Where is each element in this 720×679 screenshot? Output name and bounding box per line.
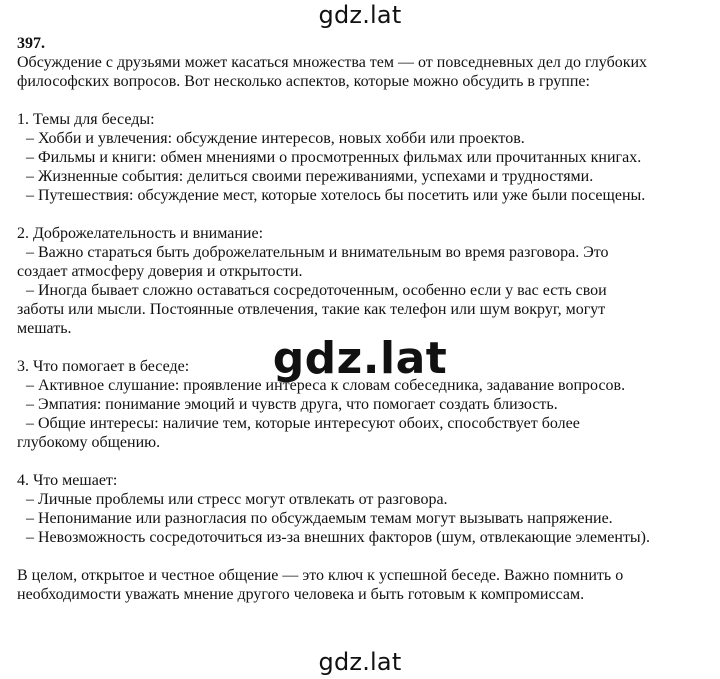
watermark-top: gdz.lat (318, 1, 402, 29)
list-item-text: – Непонимание или разногласия по обсуждаемым темам могут вызывать напряжение. (26, 510, 613, 527)
list-item-text: – Невозможность сосредоточиться из-за внешних факторов (шум, отвлекающие элементы). (26, 529, 651, 546)
spacer (17, 452, 717, 471)
conclusion-line: необходимости уважать мнение другого человека и быть готовым к компромиссам. (17, 586, 585, 603)
list-item-continuation: мешать. (17, 320, 72, 337)
list-item (17, 167, 717, 186)
spacer (17, 338, 717, 357)
spacer (17, 205, 717, 224)
list-item (17, 490, 717, 509)
list-item (17, 376, 717, 395)
list-item (17, 148, 717, 167)
list-item-text: – Важно стараться быть доброжелательным и внимательным во время разговора. Это (26, 244, 609, 261)
list-item-text: – Личные проблемы или стресс могут отвлекать от разговора. (26, 491, 448, 508)
list-item (17, 186, 717, 205)
task-number: 397. (17, 35, 45, 52)
list-item (17, 395, 717, 414)
list-item-text: – Общие интересы: наличие тем, которые интересуют обоих, способствует более (26, 415, 580, 432)
list-item-continuation: создает атмосферу доверия и открытости. (17, 263, 303, 280)
intro-line: Обсуждение с друзьями может касаться множества тем — от повседневных дел до глубоких (17, 54, 648, 71)
list-item (17, 129, 717, 148)
section-heading: 1. Темы для беседы: (17, 111, 155, 128)
document-body (17, 34, 717, 604)
list-item (17, 281, 717, 300)
section-heading: 3. Что помогает в беседе: (17, 358, 190, 375)
list-item-text: – Жизненные события: делиться своими переживаниями, успехами и трудностями. (26, 168, 594, 185)
list-item (17, 414, 717, 433)
spacer (17, 91, 717, 110)
section-heading: 4. Что мешает: (17, 472, 118, 489)
list-item-text: – Активное слушание: проявление интереса к словам собеседника, задавание вопросов. (26, 377, 626, 394)
list-item-text: – Путешествия: обсуждение мест, которые хотелось бы посетить или уже были посещены. (26, 187, 646, 204)
list-item-text: – Иногда бывает сложно оставаться сосредоточенным, особенно если у вас есть свои (26, 282, 607, 299)
intro-line: философских вопросов. Вот несколько аспектов, которые можно обсудить в группе: (17, 73, 590, 90)
section-heading: 2. Доброжелательность и внимание: (17, 225, 264, 242)
list-item-continuation: глубокому общению. (17, 434, 161, 451)
list-item-text: – Фильмы и книги: обмен мнениями о просмотренных фильмах или прочитанных книгах. (26, 149, 642, 166)
list-item (17, 243, 717, 262)
watermark-middle: gdz.lat (272, 333, 448, 384)
conclusion-line: В целом, открытое и честное общение — это ключ к успешной беседе. Важно помнить о (17, 567, 624, 584)
list-item-text: – Хобби и увлечения: обсуждение интересов, новых хобби или проектов. (26, 130, 525, 147)
watermark-bottom: gdz.lat (318, 648, 402, 676)
list-item-text: – Эмпатия: понимание эмоций и чувств друга, что помогает создать близость. (26, 396, 558, 413)
spacer (17, 547, 717, 566)
list-item (17, 528, 717, 547)
list-item (17, 509, 717, 528)
list-item-continuation: заботы или мысли. Постоянные отвлечения, такие как телефон или шум вокруг, могут (17, 301, 606, 318)
